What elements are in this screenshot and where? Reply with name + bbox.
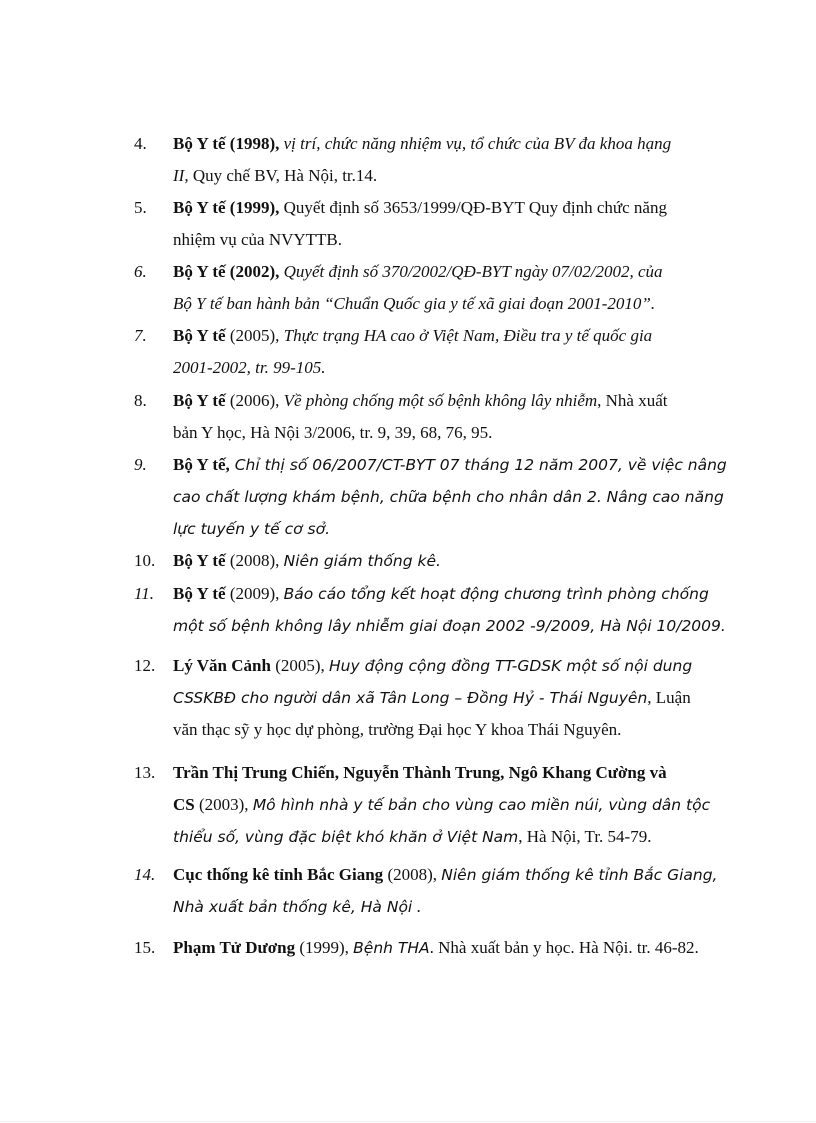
- reference-title: Về phòng chống một số bệnh không lây nhiễm: [283, 391, 598, 410]
- reference-line: [173, 545, 738, 577]
- reference-number: 15.: [134, 938, 156, 957]
- reference-line: [173, 224, 738, 256]
- reference-line: [173, 481, 738, 513]
- reference-number: 6.: [134, 262, 147, 281]
- reference-title: Thực trạng HA cao ở Việt Nam, Điều tra y tế quốc gia: [283, 326, 653, 345]
- reference-detail: .: [412, 897, 421, 916]
- reference-author: Bộ Y tế (1999),: [173, 198, 280, 217]
- reference-title: thiểu số, vùng đặc biệt khó khăn ở Việt Nam: [173, 828, 519, 846]
- reference-text: [173, 449, 738, 545]
- reference-number: 14.: [134, 865, 156, 884]
- reference-title: Mô hình nhà y tế bản cho vùng cao miền núi, vùng dân tộc: [252, 796, 711, 814]
- reference-detail: (2005),: [225, 326, 284, 345]
- reference-author: Lý Văn Cảnh: [173, 656, 271, 675]
- reference-line: [173, 256, 738, 288]
- reference-detail: , Luận: [647, 688, 691, 707]
- reference-text: [173, 859, 738, 923]
- reference-number: 13.: [134, 763, 156, 782]
- reference-title: một số bệnh không lây nhiễm giai đoạn 2002 -9/2009, Hà Nội 10/2009.: [173, 617, 726, 635]
- reference-text: [173, 757, 738, 853]
- reference-line: [173, 610, 738, 642]
- reference-detail: , Nhà xuất: [597, 391, 668, 410]
- reference-detail: (2006),: [225, 391, 284, 410]
- reference-detail: , Hà Nội, Tr. 54-79.: [518, 827, 652, 846]
- reference-line: [173, 891, 738, 923]
- reference-title: Huy động cộng đồng TT-GDSK một số nội dung: [329, 657, 693, 675]
- reference-detail: (2008),: [383, 865, 442, 884]
- reference-author: CS: [173, 795, 195, 814]
- reference-detail: (1999),: [295, 938, 354, 957]
- reference-number: 4.: [134, 134, 147, 153]
- reference-line: [173, 128, 738, 160]
- reference-title: Bộ Y tế ban hành bản “Chuẩn Quốc gia y tế xã giai đoạn 2001-2010”.: [173, 294, 656, 313]
- reference-author: Cục thống kê tỉnh Bắc Giang: [173, 865, 384, 884]
- reference-author: Bộ Y tế: [173, 326, 226, 345]
- reference-number: 11.: [134, 584, 154, 603]
- reference-detail: bản Y học, Hà Nội 3/2006, tr. 9, 39, 68, 76, 95.: [173, 423, 493, 442]
- reference-line: [173, 859, 738, 891]
- reference-line: [173, 578, 738, 610]
- reference-line: [173, 160, 738, 192]
- reference-line: [173, 714, 738, 746]
- reference-title: lực tuyến y tế cơ sở.: [173, 520, 330, 538]
- reference-line: [173, 352, 738, 384]
- reference-line: [173, 449, 738, 481]
- reference-title: Niên giám thống kê.: [283, 552, 441, 570]
- reference-line: [173, 757, 738, 789]
- reference-detail: Quyết định số 3653/1999/QĐ-BYT Quy định chức năng: [279, 198, 667, 217]
- reference-text: [173, 932, 738, 964]
- reference-number: 7.: [134, 326, 147, 345]
- reference-line: [173, 417, 738, 449]
- reference-text: [173, 256, 738, 320]
- reference-title: Nhà xuất bản thống kê, Hà Nội: [173, 898, 413, 916]
- reference-author: Phạm Tử Dương: [173, 938, 296, 957]
- reference-detail: Quy chế BV, Hà Nội, tr.14.: [188, 166, 378, 185]
- reference-line: [173, 682, 738, 714]
- reference-line: [173, 821, 738, 853]
- reference-title: 2001-2002, tr. 99-105.: [173, 358, 326, 377]
- reference-text: [173, 192, 738, 256]
- reference-text: [173, 650, 738, 746]
- reference-title: Bệnh THA: [353, 939, 430, 957]
- reference-detail: (2003),: [194, 795, 253, 814]
- reference-line: [173, 385, 738, 417]
- reference-text: [173, 578, 738, 642]
- reference-author: Bộ Y tế: [173, 584, 226, 603]
- reference-number: 12.: [134, 656, 156, 675]
- reference-title: Báo cáo tổng kết hoạt động chương trình phòng chống: [283, 585, 709, 603]
- reference-title: II,: [173, 166, 189, 185]
- reference-title: Quyết định số 370/2002/QĐ-BYT ngày 07/02/2002, của: [279, 262, 663, 281]
- reference-author: Bộ Y tế (1998),: [173, 134, 280, 153]
- reference-text: [173, 320, 738, 384]
- reference-detail: . Nhà xuất bản y học. Hà Nội. tr. 46-82.: [429, 938, 699, 957]
- reference-detail: văn thạc sỹ y học dự phòng, trường Đại học Y khoa Thái Nguyên.: [173, 720, 622, 739]
- reference-line: [173, 789, 738, 821]
- reference-title: Niên giám thống kê tỉnh Bắc Giang,: [441, 866, 718, 884]
- reference-author: Bộ Y tế,: [173, 455, 230, 474]
- reference-line: [173, 513, 738, 545]
- reference-author: Bộ Y tế (2002),: [173, 262, 280, 281]
- reference-detail: (2008),: [225, 551, 284, 570]
- page-bottom-rule: [0, 1121, 816, 1122]
- reference-title: vị trí, chức năng nhiệm vụ, tổ chức của BV đa khoa hạng: [279, 134, 672, 153]
- reference-line: [173, 288, 738, 320]
- reference-number: 8.: [134, 391, 147, 410]
- reference-detail: (2005),: [270, 656, 330, 675]
- reference-line: [173, 932, 738, 964]
- reference-detail: nhiệm vụ của NVYTTB.: [173, 230, 343, 249]
- reference-text: [173, 128, 738, 192]
- reference-author: Bộ Y tế: [173, 551, 226, 570]
- reference-number: 9.: [134, 455, 147, 474]
- reference-line: [173, 650, 738, 682]
- reference-number: 10.: [134, 551, 156, 570]
- reference-title: Chỉ thị số 06/2007/CT-BYT 07 tháng 12 năm 2007, về việc nâng: [229, 456, 727, 474]
- reference-title: cao chất lượng khám bệnh, chữa bệnh cho nhân dân 2. Nâng cao năng: [173, 488, 724, 506]
- reference-line: [173, 320, 738, 352]
- reference-line: [173, 192, 738, 224]
- reference-author: Bộ Y tế: [173, 391, 226, 410]
- reference-author: Trần Thị Trung Chiến, Nguyễn Thành Trung, Ngô Khang Cường và: [173, 763, 667, 782]
- reference-number: 5.: [134, 198, 147, 217]
- reference-detail: (2009),: [225, 584, 284, 603]
- reference-title: CSSKBĐ cho người dân xã Tân Long – Đồng Hỷ - Thái Nguyên: [173, 689, 648, 707]
- reference-text: [173, 545, 738, 577]
- reference-text: [173, 385, 738, 449]
